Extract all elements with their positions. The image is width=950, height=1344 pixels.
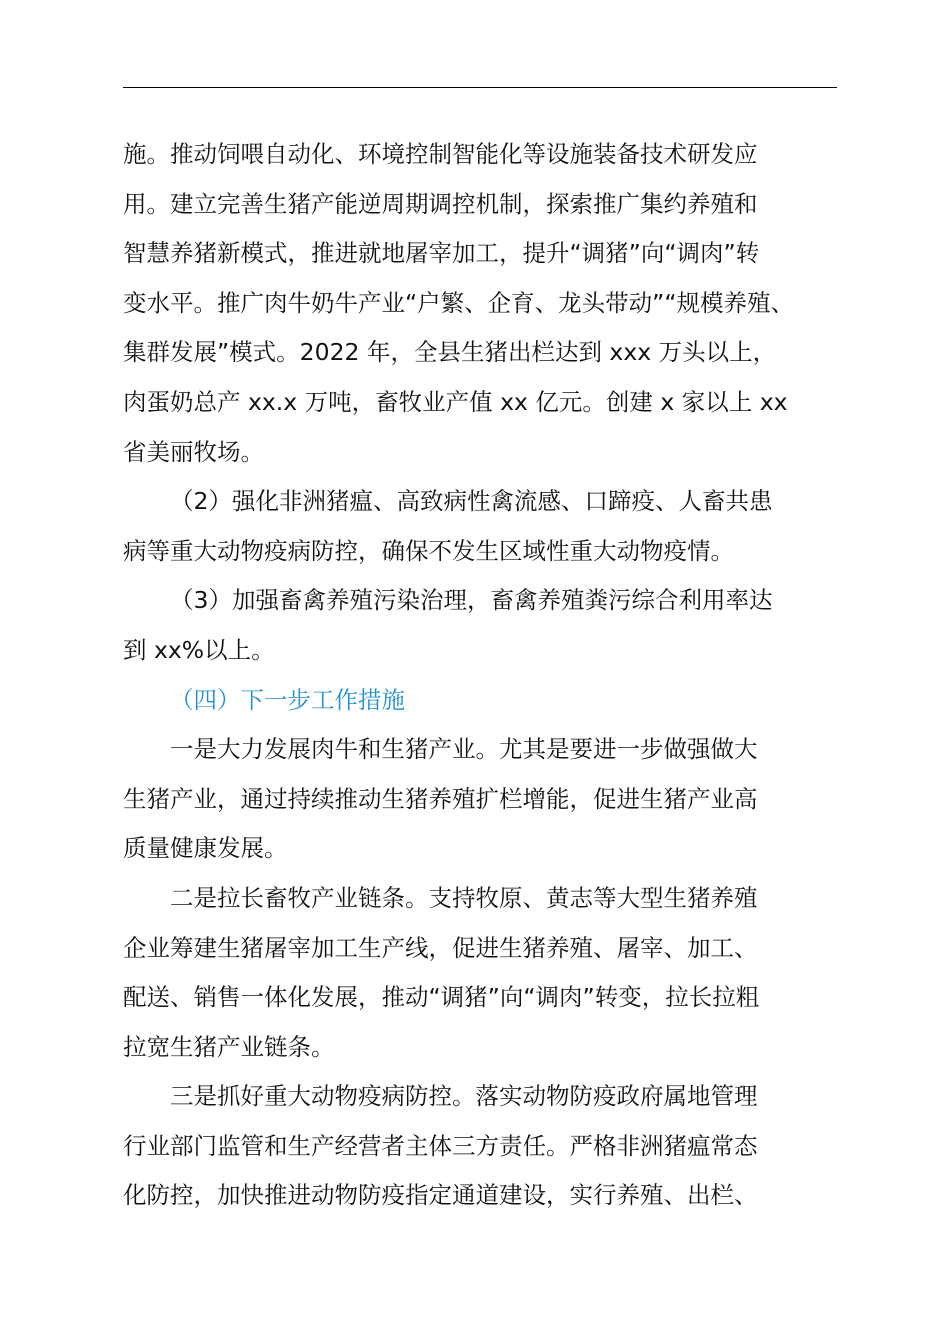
text-line: 到 xx%以上。 <box>123 635 275 664</box>
header-rule <box>123 87 837 88</box>
text-line: 肉蛋奶总产 xx.x 万吨，畜牧业产值 xx 亿元。创建 x 家以上 xx <box>123 387 788 416</box>
text-line: 行业部门监管和生产经营者主体三方责任。严格非洲猪瘟常态 <box>123 1131 758 1160</box>
text-line: 配送、销售一体化发展，推动“调猪”向“调肉”转变，拉长拉粗 <box>123 983 760 1012</box>
paragraph-measure-two <box>123 874 837 1072</box>
text-line: 集群发展”模式。2022 年，全县生猪出栏达到 xxx 万头以上， <box>123 338 777 367</box>
text-line: 智慧养猪新模式，推进就地屠宰加工，提升“调猪”向“调肉”转 <box>123 239 760 268</box>
text-line: （2）强化非洲猪瘟、高致病性禽流感、口蹄疫、人畜共患 <box>170 487 773 516</box>
text-line: 拉宽生猪产业链条。 <box>123 1032 335 1061</box>
text-line: 生猪产业，通过持续推动生猪养殖扩栏增能，促进生猪产业高 <box>123 784 758 813</box>
section-heading: （四）下一步工作措施 <box>170 685 405 714</box>
text-line: 省美丽牧场。 <box>123 437 264 466</box>
paragraph-pollution-control <box>123 576 837 675</box>
paragraph-measure-one <box>123 725 837 874</box>
text-line: 二是拉长畜牧产业链条。支持牧原、黄志等大型生猪养殖 <box>170 883 758 912</box>
text-line: 质量健康发展。 <box>123 834 288 863</box>
paragraph-measure-three <box>123 1072 837 1221</box>
section-heading-next-steps <box>123 676 837 726</box>
text-line: 化防控，加快推进动物防疫指定通道建设，实行养殖、出栏、 <box>123 1181 758 1210</box>
text-line: 施。推动饲喂自动化、环境控制智能化等设施装备技术研发应 <box>123 140 758 168</box>
text-line: 用。建立完善生猪产能逆周期调控机制，探索推广集约养殖和 <box>123 189 758 218</box>
paragraph-disease-control <box>123 477 837 576</box>
text-line: 变水平。推广肉牛奶牛产业“户繁、企育、龙头带动”“规模养殖、 <box>123 288 795 317</box>
text-line: 病等重大动物疫病防控，确保不发生区域性重大动物疫情。 <box>123 536 734 565</box>
text-line: 企业筹建生猪屠宰加工生产线，促进生猪养殖、屠宰、加工、 <box>123 933 758 962</box>
text-line: （3）加强畜禽养殖污染治理，畜禽养殖粪污综合利用率达 <box>170 586 773 615</box>
text-line: 一是大力发展肉牛和生猪产业。尤其是要进一步做强做大 <box>170 735 758 764</box>
text-line: 三是抓好重大动物疫病防控。落实动物防疫政府属地管理 <box>170 1082 758 1111</box>
document-body <box>123 130 837 1221</box>
paragraph-livestock-modernization <box>123 130 837 477</box>
